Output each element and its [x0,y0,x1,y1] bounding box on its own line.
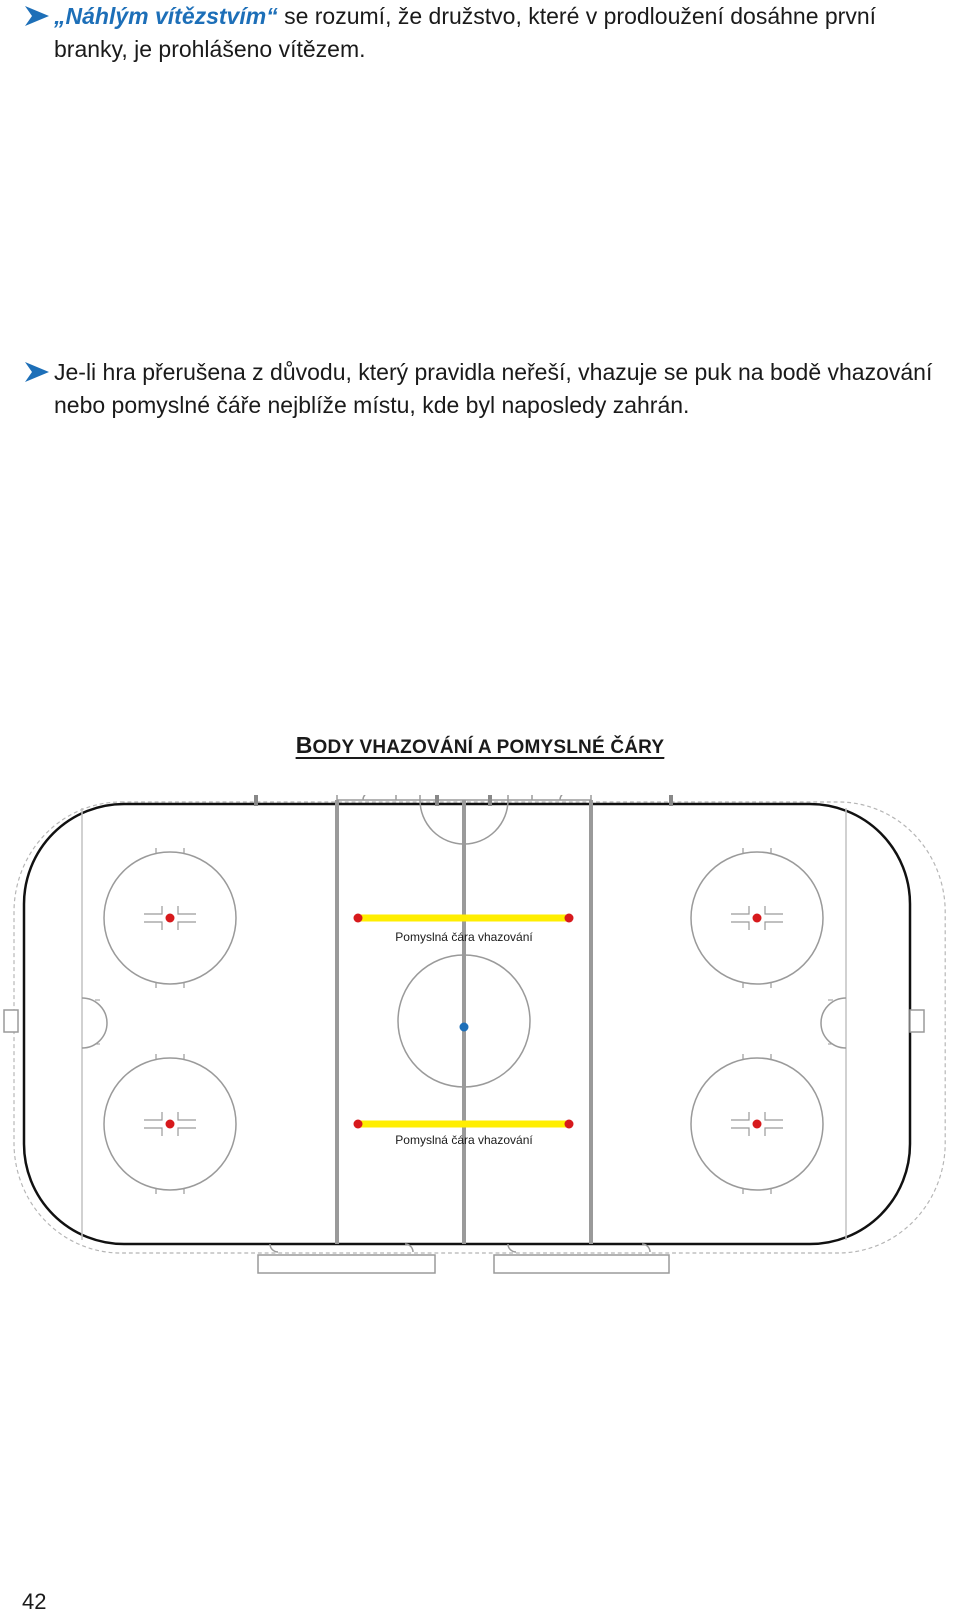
page-number: 42 [22,1589,47,1614]
diagram-title-initial: B [295,732,313,758]
faceoff-line-label-bottom: Pomyslná čára vhazování [395,1133,533,1147]
goal-judge-box-left [4,1010,18,1032]
paragraph-sudden-victory [24,0,944,66]
bench-bottom-left [258,1255,435,1273]
paragraph1-text: se rozumí, že družstvo, které v prodloužení dosáhne první branky, je prohlášeno vítězem. [54,3,877,62]
arrow-bullet-icon [24,360,50,384]
sudden-victory-term: „Náhlým vítězstvím“ [54,3,278,29]
paragraph2-text: Je-li hra přerušena z důvodu, který pravidla neřeší, vhazuje se puk na bodě vhazování nebo pomyslné čáře nejblíže místu, kde byl naposledy zahrán. [54,359,933,418]
arrow-bullet-icon [24,4,50,28]
goal-judge-box-right [910,1010,924,1032]
diagram-title [0,732,960,759]
paragraph-interrupted-play [24,356,944,422]
neutral-faceoff-dot-top-right [565,914,574,923]
neutral-faceoff-dot-bottom-left [354,1120,363,1129]
hockey-rink-diagram [0,795,960,1295]
faceoff-line-label-top: Pomyslná čára vhazování [395,930,533,944]
center-faceoff-dot [460,1023,469,1032]
bench-top [337,795,591,800]
diagram-title-rest: ODY VHAZOVÁNÍ A POMYSLNÉ ČÁRY [312,737,665,758]
neutral-faceoff-dot-top-left [354,914,363,923]
neutral-faceoff-dot-bottom-right [565,1120,574,1129]
bench-bottom-right [494,1255,669,1273]
